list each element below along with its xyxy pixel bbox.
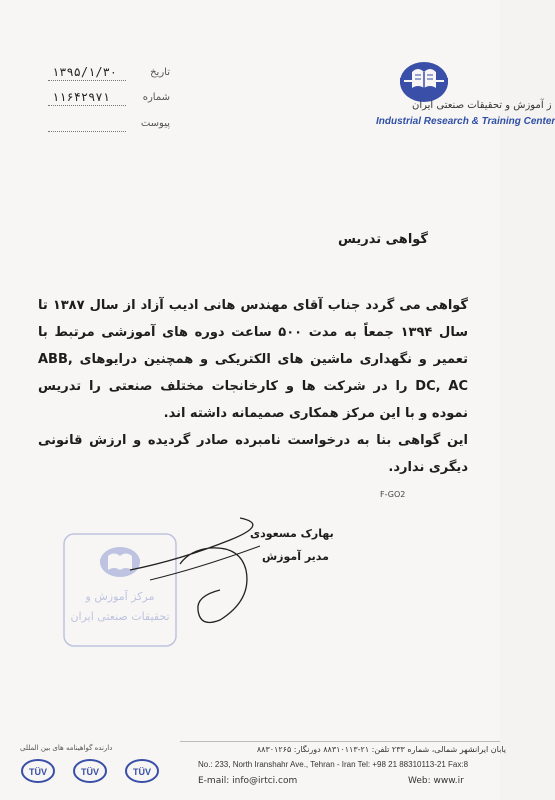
attachment-field — [48, 118, 170, 134]
number-label: شماره — [142, 92, 170, 103]
footer-email: E-mail: info@irtci.com — [198, 776, 298, 786]
certifications-title: دارنده گواهینامه های بین المللی — [20, 744, 113, 752]
svg-text:تحقیقات صنعتی ایران: تحقیقات صنعتی ایران — [70, 610, 170, 623]
svg-text:TÜV: TÜV — [133, 767, 151, 777]
tuv-badge-icon — [20, 758, 56, 786]
number-field — [48, 92, 170, 108]
tuv-badge-icon — [124, 758, 160, 786]
organization-name-fa: ز آموزش و تحقیقات صنعتی ایران — [412, 100, 552, 111]
footer-address-fa: یابان ایرانشهر شمالی، شماره ۲۳۳ تلفن: ۲۱-۸۸۳۱۰۱۱۳ دورنگار: ۸۸۳۰۱۲۶۵ — [256, 745, 506, 754]
svg-text:مرکز آموزش و: مرکز آموزش و — [85, 590, 155, 603]
reference-code: F-GO2 — [380, 490, 406, 499]
body-paragraph: گواهی می گردد جناب آقای مهندس هانی ادیب آزاد از سال ۱۳۸۷ تا سال ۱۳۹۴ جمعاً به مدت ۵۰۰ ساعت دوره های آموزشی مرتبط با تعمیر و نگهداری ماشین های الکتریکی و همچنین درایوهای ABB, DC, AC را در شرکت ها و کارخانجات مختلف صنعتی را تدریس نموده و با این مرکز همکاری صمیمانه داشته اند. — [38, 298, 468, 421]
attachment-label: پیوست — [140, 118, 170, 129]
tuv-badge-icon — [72, 758, 108, 786]
date-value: ۱۳۹۵/۱/۳۰ — [52, 65, 118, 79]
dotted-line — [48, 131, 126, 132]
document-heading: گواهی تدریس — [338, 232, 428, 247]
date-label: تاریخ — [150, 67, 170, 78]
certificate-body — [38, 292, 468, 481]
svg-text:TÜV: TÜV — [29, 767, 47, 777]
body-paragraph: این گواهی بنا به درخواست نامبرده صادر گردیده و ارزش قانونی دیگری ندارد. — [38, 433, 468, 475]
signatory-name: بهارک مسعودی — [250, 527, 334, 540]
number-value: ۱۱۶۴۲۹۷۱ — [52, 90, 110, 104]
dotted-line — [48, 80, 126, 81]
footer-address-en: No.: 233, North Iranshahr Ave., Tehran - Iran Tel: +98 21 88310113-21 Fax:8 — [198, 760, 469, 769]
dotted-line — [48, 105, 126, 106]
organization-name-en: Industrial Research & Training Center — [376, 116, 555, 127]
footer-divider — [180, 741, 500, 742]
date-field — [48, 67, 170, 83]
signatory-title: مدیر آموزش — [262, 550, 329, 563]
svg-text:TÜV: TÜV — [81, 767, 99, 777]
footer-website: Web: www.ir — [408, 776, 464, 786]
